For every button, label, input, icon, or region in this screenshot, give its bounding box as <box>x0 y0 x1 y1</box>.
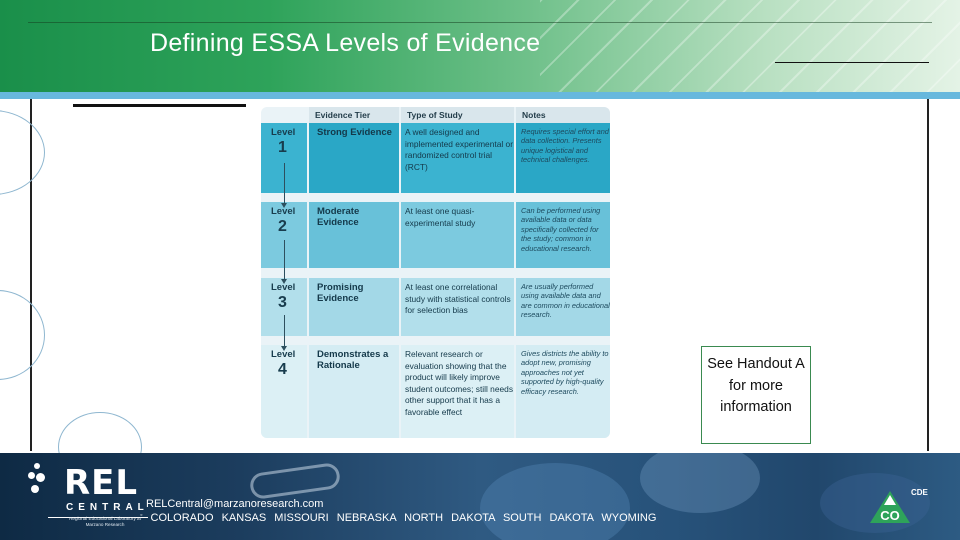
logo-tagline: Regional Educational Laboratory at Marzano Research <box>69 516 141 527</box>
state-item: NORTH DAKOTA <box>404 512 495 524</box>
column-header-type: Type of Study <box>401 107 514 124</box>
notes-cell: Requires special effort and data collection. Presents unique logistical and technical challenges. <box>516 123 610 193</box>
table-row <box>261 123 610 193</box>
notes-cell: Can be performed using available data or data specifically collected for the study; common in educational research. <box>516 202 610 268</box>
state-item: MISSOURI <box>274 512 329 524</box>
type-cell: Relevant research or evaluation showing that the product will likely improve student outcomes; still needs other support that it has a favorable effect <box>401 345 514 438</box>
level-connector <box>284 315 285 348</box>
paperclip-decor <box>249 462 342 500</box>
header-frame-line <box>28 22 932 23</box>
cde-text: CDE <box>911 488 928 497</box>
slide-footer <box>0 453 960 540</box>
column-header-notes: Notes <box>516 107 610 124</box>
level-connector <box>284 240 285 281</box>
state-item: KANSAS <box>221 512 267 524</box>
level-arrow <box>281 279 287 284</box>
type-cell: A well designed and implemented experimental or randomized control trial (RCT) <box>401 123 514 193</box>
footer-divider <box>775 62 929 63</box>
handout-note: See Handout A for more information <box>701 346 811 444</box>
level-arrow <box>281 203 287 208</box>
slide-header <box>0 0 960 92</box>
table-row <box>261 202 610 268</box>
accent-bar <box>0 92 960 99</box>
state-item: SOUTH DAKOTA <box>502 512 594 524</box>
decor-circle <box>0 110 45 195</box>
evidence-levels-table <box>261 107 610 438</box>
level-cell <box>261 345 307 438</box>
level-number: 2 <box>278 218 287 235</box>
type-cell: At least one correlational study with statistical controls for selection bias <box>401 278 514 336</box>
co-badge-text: CO <box>880 508 900 523</box>
state-item: NEBRASKA <box>336 512 397 524</box>
state-item: COLORADO <box>150 512 214 524</box>
state-item: WYOMING <box>601 512 657 524</box>
level-number: 4 <box>278 361 287 378</box>
type-cell: At least one quasi-experimental study <box>401 202 514 268</box>
table-row <box>261 345 610 438</box>
level-number: 1 <box>278 139 287 156</box>
column-header-tier: Evidence Tier <box>309 107 399 124</box>
tier-cell: Strong Evidence <box>309 123 399 193</box>
level-label: Level <box>271 206 296 217</box>
level-label: Level <box>271 282 296 293</box>
tier-cell: Promising Evidence <box>309 278 399 336</box>
level-label: Level <box>271 127 296 138</box>
notes-cell: Are usually performed using available data and are common in educational research. <box>516 278 610 336</box>
tier-cell: Moderate Evidence <box>309 202 399 268</box>
rel-central-logo <box>22 459 149 529</box>
footer-photo-shape <box>480 463 630 540</box>
level-connector <box>284 163 285 205</box>
slide-frame-right <box>927 99 929 451</box>
decor-circle <box>0 290 45 380</box>
state-list <box>140 512 656 524</box>
tier-cell: Demonstrates a Rationale <box>309 345 399 438</box>
cde-logo <box>870 485 950 525</box>
table-row <box>261 278 610 336</box>
notes-cell: Gives districts the ability to adopt new, promising approaches not yet supported by high-quality efficacy research. <box>516 345 610 438</box>
logo-central-text: CENTRAL <box>66 502 149 513</box>
colorado-mountain-icon <box>870 491 910 523</box>
footer-photo-shape <box>640 453 760 513</box>
level-label: Level <box>271 349 296 360</box>
bullet-icon: ◦ <box>140 512 143 519</box>
logo-rel-text: REL <box>64 463 139 503</box>
level-arrow <box>281 346 287 351</box>
contact-email: RELCentral@marzanoresearch.com <box>146 498 324 510</box>
level-number: 3 <box>278 294 287 311</box>
slide-title: Defining ESSA Levels of Evidence <box>150 29 541 57</box>
header-pattern <box>540 0 960 92</box>
title-underline <box>73 104 246 107</box>
